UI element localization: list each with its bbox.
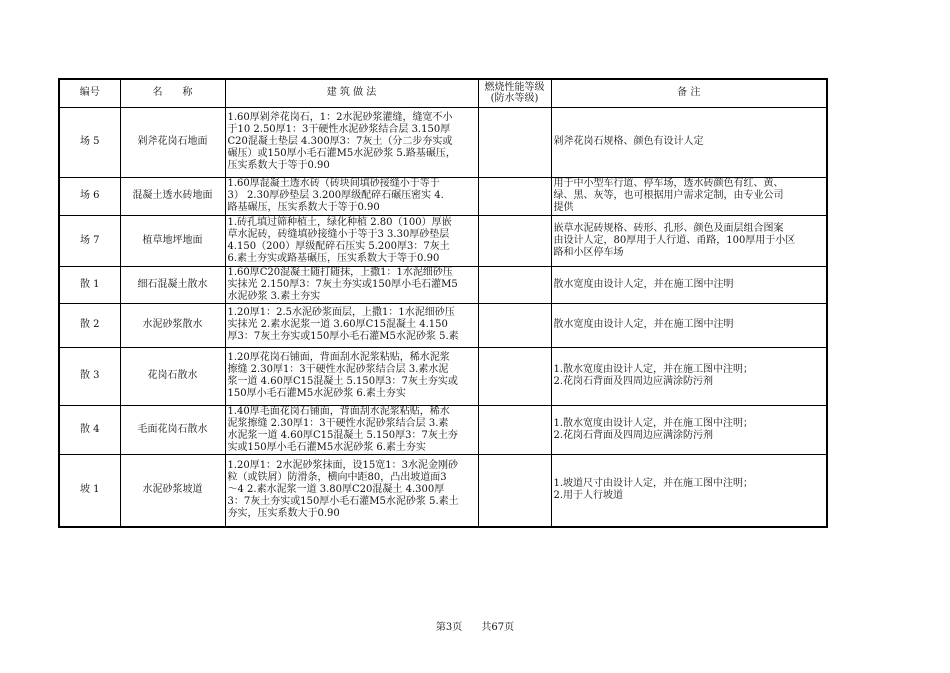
- construction-spec-table: [58, 78, 828, 528]
- row-method: 1.40厚毛面花岗石铺面，背面刮水泥浆粘贴，稀水 泥浆擦缝 2.30厚1：3干硬性水泥砂浆结合层 3.素 水泥浆一道 4.60厚C15混凝土 5.150厚3：7灰土夯 实或150厚小毛石灌M5水泥砂浆 6.素土夯实: [225, 405, 478, 454]
- row-name: 细石混凝土散水: [120, 266, 225, 303]
- row-fire-rating: [478, 266, 551, 303]
- row-code: 场 7: [59, 215, 120, 266]
- row-fire-rating: [478, 215, 551, 266]
- header-row: [59, 79, 827, 107]
- row-name: 植草地坪地面: [120, 215, 225, 266]
- row-fire-rating: [478, 347, 551, 405]
- page-total: 共67页: [481, 622, 515, 633]
- row-method: 1.20厚1：2.5水泥砂浆面层，上撒1：1水泥细砂压 实抹光 2.素水泥浆一道 3.60厚C15混凝土 4.150 厚3：7灰土夯实或150厚小毛石灌M5水泥砂浆 5.素: [225, 303, 478, 347]
- row-name: 水泥砂浆坡道: [120, 454, 225, 527]
- row-method: 1.60厚剁斧花岗石，1：2水泥砂浆灌缝，缝宽不小 于10 2.50厚1：3干硬性水泥砂浆结合层 3.150厚 C20混凝土垫层 4.300厚3：7灰土（分二步夯实或 碾压）或150厚小毛石灌M5水泥砂浆 5.路基碾压， 压实系数大于等于0.90: [225, 107, 478, 177]
- row-note: 嵌草水泥砖规格、砖形、孔形、颜色及面层组合图案 由设计人定，80厚用于人行道、甬路，100厚用于小区 路和小区停车场: [551, 215, 827, 266]
- row-note: 1.散水宽度由设计人定，并在施工图中注明； 2.花岗石背面及四周边应满涂防污剂: [551, 347, 827, 405]
- row-code: 场 5: [59, 107, 120, 177]
- row-code: 场 6: [59, 177, 120, 215]
- row-method: 1.砖孔填过筛种植土，绿化种植 2.80（100）厚嵌 草水泥砖，砖缝填砂接缝小于等于3 3.30厚砂垫层 4.150（200）厚级配碎石压实 5.200厚3：7灰土 6.素土夯实或路基碾压，压实系数大于等于0.90: [225, 215, 478, 266]
- row-note: 散水宽度由设计人定，并在施工图中注明: [551, 303, 827, 347]
- row-code: 散 4: [59, 405, 120, 454]
- table-row: [59, 405, 827, 454]
- table-row: [59, 454, 827, 527]
- row-code: 散 1: [59, 266, 120, 303]
- page-footer: [0, 618, 950, 633]
- row-note: 散水宽度由设计人定，并在施工图中注明: [551, 266, 827, 303]
- row-fire-rating: [478, 107, 551, 177]
- row-fire-rating: [478, 405, 551, 454]
- table-row: [59, 215, 827, 266]
- row-code: 散 2: [59, 303, 120, 347]
- row-method: 1.20厚花岗石铺面，背面刮水泥浆粘贴，稀水泥浆 擦缝 2.30厚1：3干硬性水泥砂浆结合层 3.素水泥 浆一道 4.60厚C15混凝土 5.150厚3：7灰土夯实或 150厚小毛石灌M5水泥砂浆 6.素土夯实: [225, 347, 478, 405]
- row-fire-rating: [478, 177, 551, 215]
- row-name: 花岗石散水: [120, 347, 225, 405]
- row-note: 剁斧花岗石规格、颜色有设计人定: [551, 107, 827, 177]
- row-code: 坡 1: [59, 454, 120, 527]
- row-name: 剁斧花岗石地面: [120, 107, 225, 177]
- row-method: 1.20厚1：2水泥砂浆抹面，设15宽1：3水泥金刚砂 粒（或铁屑）防滑条，横向中距80，凸出坡道面3 ～4 2.素水泥浆一道 3.80厚C20混凝土 4.300厚 3：7灰土夯实或150厚小毛石灌M5水泥砂浆 5.素土 夯实，压实系数大于0.90: [225, 454, 478, 527]
- row-code: 散 3: [59, 347, 120, 405]
- row-fire-rating: [478, 303, 551, 347]
- row-note: 用于中小型车行道、停车场，透水砖颜色有红、黄、 绿、黑、灰等，也可根据用户需求定制，由专业公司 提供: [551, 177, 827, 215]
- row-fire-rating: [478, 454, 551, 527]
- row-note: 1.散水宽度由设计人定，并在施工图中注明； 2.花岗石背面及四周边应满涂防污剂: [551, 405, 827, 454]
- header-method: 建 筑 做 法: [225, 79, 478, 107]
- row-name: 毛面花岗石散水: [120, 405, 225, 454]
- row-note: 1.坡道尺寸由设计人定，并在施工图中注明； 2.用于人行坡道: [551, 454, 827, 527]
- header-fire-rating: 燃烧性能等级 (防水等级): [478, 79, 551, 107]
- table-row: [59, 177, 827, 215]
- table-row: [59, 266, 827, 303]
- table-row: [59, 347, 827, 405]
- row-method: 1.60厚混凝土透水砖（砖块间填砂接缝小于等于 3） 2.30厚砂垫层 3.200厚级配碎石碾压密实 4. 路基碾压，压实系数大于等于0.90: [225, 177, 478, 215]
- header-name: 名 称: [120, 79, 225, 107]
- header-code: 编号: [59, 79, 120, 107]
- row-method: 1.60厚C20混凝土随打随抹，上撒1：1水泥细砂压 实抹光 2.150厚3：7灰土夯实或150厚小毛石灌M5 水泥砂浆 3.素土夯实: [225, 266, 478, 303]
- header-note: 备 注: [551, 79, 827, 107]
- row-name: 水泥砂浆散水: [120, 303, 225, 347]
- page-number: 第3页: [435, 622, 463, 633]
- row-name: 混凝土透水砖地面: [120, 177, 225, 215]
- table-row: [59, 303, 827, 347]
- table-row: [59, 107, 827, 177]
